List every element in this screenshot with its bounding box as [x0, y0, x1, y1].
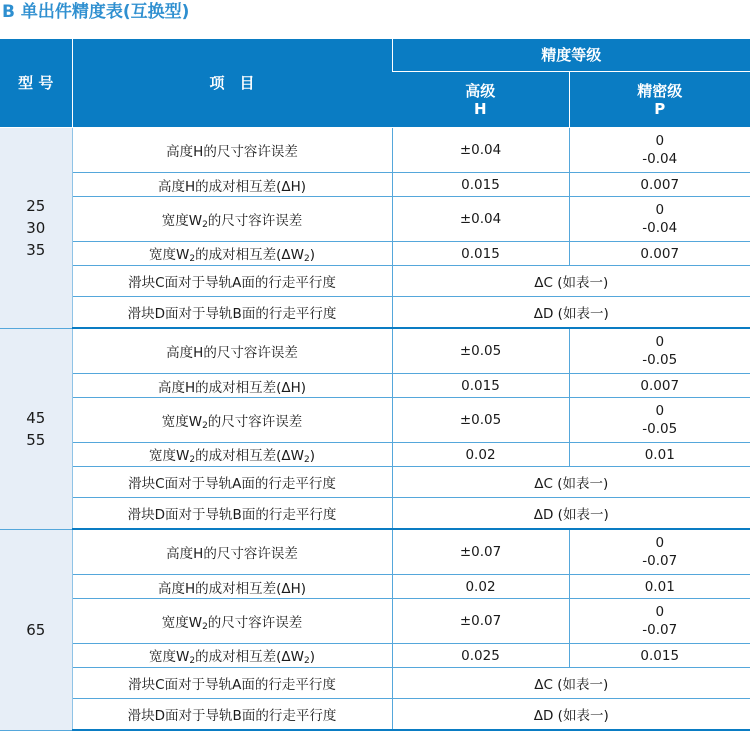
precise-value-cell: 0.007 — [569, 374, 750, 398]
precise-value-cell: 0 -0.07 — [569, 529, 750, 575]
model-number: 35 — [26, 240, 46, 259]
table-row — [0, 699, 750, 731]
item-cell: 高度H的成对相互差(ΔH) — [72, 575, 392, 599]
table-row — [0, 575, 750, 599]
merged-value-cell: ΔD (如表一) — [392, 297, 750, 329]
high-value-cell: ±0.07 — [392, 599, 569, 644]
item-cell: 滑块C面对于导轨A面的行走平行度 — [72, 266, 392, 297]
item-cell: 滑块D面对于导轨B面的行走平行度 — [72, 498, 392, 530]
precise-value-cell: 0 -0.04 — [569, 128, 750, 173]
table-row — [0, 297, 750, 329]
table-row — [0, 242, 750, 266]
table-row — [0, 266, 750, 297]
item-cell: 滑块D面对于导轨B面的行走平行度 — [72, 297, 392, 329]
precise-value-cell: 0 -0.04 — [569, 197, 750, 242]
high-value-cell: 0.015 — [392, 173, 569, 197]
merged-value-cell: ΔC (如表一) — [392, 266, 750, 297]
header-model: 型 号 — [0, 39, 72, 128]
item-cell: 滑块C面对于导轨A面的行走平行度 — [72, 467, 392, 498]
high-value-cell: ±0.07 — [392, 529, 569, 575]
item-cell: 滑块C面对于导轨A面的行走平行度 — [72, 668, 392, 699]
item-cell: 宽度$W_2$的尺寸容许误差 — [72, 599, 392, 644]
table-row — [0, 398, 750, 443]
model-number: 65 — [26, 620, 46, 639]
precision-table — [0, 38, 750, 731]
item-cell: 高度H的成对相互差(ΔH) — [72, 374, 392, 398]
high-value-cell: 0.02 — [392, 443, 569, 467]
high-value-cell: 0.025 — [392, 644, 569, 668]
precise-value-cell: 0.01 — [569, 443, 750, 467]
precise-value-cell: 0.007 — [569, 173, 750, 197]
precise-value-cell: 0.007 — [569, 242, 750, 266]
page-title: B 单出件精度表(互换型) — [2, 2, 190, 22]
model-number: 25 — [26, 196, 46, 215]
model-cell — [0, 328, 72, 529]
table-row — [0, 599, 750, 644]
model-number: 30 — [26, 218, 46, 237]
merged-value-cell: ΔC (如表一) — [392, 467, 750, 498]
item-cell: 宽度$W_2$的成对相互差$(\Delta W_2)$ — [72, 242, 392, 266]
merged-value-cell: ΔD (如表一) — [392, 699, 750, 731]
item-cell: 宽度$W_2$的尺寸容许误差 — [72, 398, 392, 443]
item-cell: 高度H的尺寸容许误差 — [72, 328, 392, 374]
item-cell: 高度H的成对相互差(ΔH) — [72, 173, 392, 197]
header-high: 高级 H — [392, 72, 569, 128]
item-cell: 高度H的尺寸容许误差 — [72, 128, 392, 173]
table-row — [0, 197, 750, 242]
model-number: 55 — [26, 430, 46, 449]
table-row — [0, 128, 750, 173]
precise-value-cell: 0.01 — [569, 575, 750, 599]
merged-value-cell: ΔD (如表一) — [392, 498, 750, 530]
model-cell — [0, 128, 72, 329]
header-precise: 精密级 P — [569, 72, 750, 128]
item-cell: 宽度$W_2$的尺寸容许误差 — [72, 197, 392, 242]
table-row — [0, 443, 750, 467]
high-value-cell: 0.015 — [392, 242, 569, 266]
merged-value-cell: ΔC (如表一) — [392, 668, 750, 699]
precise-value-cell: 0 -0.05 — [569, 328, 750, 374]
header-grade: 精度等级 — [392, 39, 750, 72]
item-cell: 高度H的尺寸容许误差 — [72, 529, 392, 575]
table-row — [0, 374, 750, 398]
table-row — [0, 467, 750, 498]
high-value-cell: ±0.04 — [392, 128, 569, 173]
high-value-cell: ±0.04 — [392, 197, 569, 242]
table-row — [0, 668, 750, 699]
table-row — [0, 644, 750, 668]
high-value-cell: 0.02 — [392, 575, 569, 599]
header-item: 项 目 — [72, 39, 392, 128]
model-number: 45 — [26, 408, 46, 427]
precise-value-cell: 0 -0.05 — [569, 398, 750, 443]
precise-value-cell: 0 -0.07 — [569, 599, 750, 644]
item-cell: 宽度$W_2$的成对相互差$(\Delta W_2)$ — [72, 644, 392, 668]
high-value-cell: ±0.05 — [392, 328, 569, 374]
table-row — [0, 328, 750, 374]
high-value-cell: 0.015 — [392, 374, 569, 398]
table-row — [0, 498, 750, 530]
model-cell — [0, 529, 72, 730]
table-row — [0, 173, 750, 197]
high-value-cell: ±0.05 — [392, 398, 569, 443]
item-cell: 滑块D面对于导轨B面的行走平行度 — [72, 699, 392, 731]
table-row — [0, 529, 750, 575]
precise-value-cell: 0.015 — [569, 644, 750, 668]
item-cell: 宽度$W_2$的成对相互差$(\Delta W_2)$ — [72, 443, 392, 467]
